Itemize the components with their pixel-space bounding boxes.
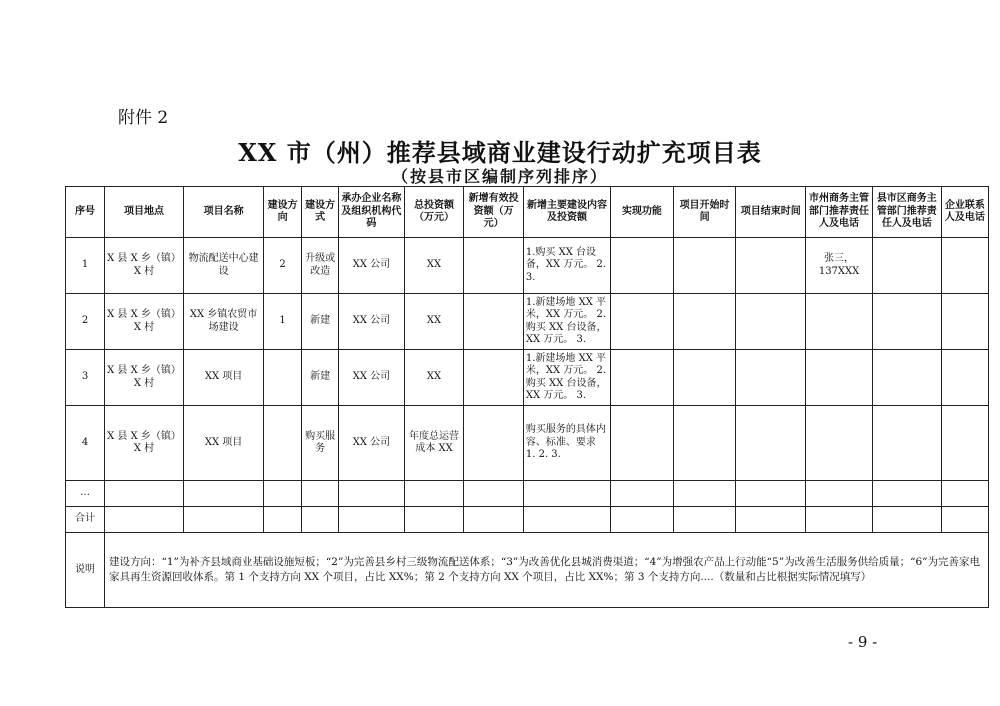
cell-method: 购买服务	[302, 406, 339, 481]
cell-county-contact	[872, 238, 941, 294]
cell-location: X 县 X 乡（镇）X 村	[105, 406, 184, 481]
header-cell: 新增有效投资额（万元）	[464, 187, 524, 238]
document-title: XX 市（州）推荐县域商业建设行动扩充项目表	[238, 138, 762, 167]
project-table	[65, 186, 989, 608]
cell-function	[611, 350, 674, 406]
cell-start	[673, 350, 736, 406]
cell-direction: 2	[264, 238, 302, 294]
header-cell: 项目结束时间	[736, 187, 806, 238]
header-cell: 序号	[66, 187, 105, 238]
header-cell: 建设方向	[264, 187, 302, 238]
table-row	[66, 350, 989, 406]
cell-end	[736, 406, 806, 481]
cell-company: XX 公司	[339, 350, 405, 406]
header-cell: 新增主要建设内容及投资额	[523, 187, 610, 238]
cell-content: 购买服务的具体内容、标准、要求 1. 2. 3.	[523, 406, 610, 481]
cell-company: XX 公司	[339, 406, 405, 481]
cell-company: XX 公司	[339, 238, 405, 294]
cell-corp-contact	[941, 294, 988, 350]
cell-city-contact	[806, 350, 873, 406]
cell-direction	[264, 350, 302, 406]
cell-new-invest	[464, 238, 524, 294]
document-subtitle: （按县市区编制序列排序）	[391, 167, 608, 186]
cell-function	[611, 238, 674, 294]
cell-start	[673, 406, 736, 481]
total-label: 合计	[66, 507, 105, 533]
cell-no: 2	[66, 294, 105, 350]
cell-location: X 县 X 乡（镇）X 村	[105, 294, 184, 350]
cell-end	[736, 294, 806, 350]
cell-function	[611, 294, 674, 350]
header-cell: 项目开始时间	[673, 187, 736, 238]
header-cell: 项目名称	[184, 187, 264, 238]
cell-total: 年度总运营成本 XX	[404, 406, 464, 481]
cell-content: 1.新建场地 XX 平米，XX 万元。 2.购买 XX 台设备，XX 万元。 3.	[523, 350, 610, 406]
cell-end	[736, 238, 806, 294]
cell-corp-contact	[941, 238, 988, 294]
note-row	[66, 533, 989, 608]
cell-no: 1	[66, 238, 105, 294]
cell-name: XX 乡镇农贸市场建设	[184, 294, 264, 350]
cell-location: X 县 X 乡（镇）X 村	[105, 238, 184, 294]
cell-company: XX 公司	[339, 294, 405, 350]
total-row	[66, 507, 989, 533]
cell-total: XX	[404, 238, 464, 294]
ellipsis-cell: …	[66, 481, 105, 507]
cell-function	[611, 406, 674, 481]
attachment-label: 附件 2	[118, 108, 169, 128]
cell-no: 3	[66, 350, 105, 406]
cell-end	[736, 350, 806, 406]
header-cell: 县市区商务主管部门推荐责任人及电话	[872, 187, 941, 238]
cell-content: 1.新建场地 XX 平米，XX 万元。 2.购买 XX 台设备，XX 万元。 3.	[523, 294, 610, 350]
cell-city-contact	[806, 406, 873, 481]
cell-name: 物流配送中心建设	[184, 238, 264, 294]
cell-county-contact	[872, 350, 941, 406]
header-cell: 承办企业名称及组织机构代码	[339, 187, 405, 238]
table-row	[66, 406, 989, 481]
cell-total: XX	[404, 350, 464, 406]
cell-corp-contact	[941, 350, 988, 406]
cell-new-invest	[464, 294, 524, 350]
cell-county-contact	[872, 406, 941, 481]
cell-no: 4	[66, 406, 105, 481]
cell-content: 1.购买 XX 台设备，XX 万元。 2. 3.	[523, 238, 610, 294]
header-cell: 总投资额（万元）	[404, 187, 464, 238]
cell-total: XX	[404, 294, 464, 350]
header-cell: 项目地点	[105, 187, 184, 238]
cell-method: 新建	[302, 350, 339, 406]
header-cell: 建设方式	[302, 187, 339, 238]
table-header-row	[66, 187, 989, 238]
cell-name: XX 项目	[184, 350, 264, 406]
header-cell: 实现功能	[611, 187, 674, 238]
cell-method: 新建	[302, 294, 339, 350]
cell-start	[673, 294, 736, 350]
header-cell: 企业联系人及电话	[941, 187, 988, 238]
cell-direction: 1	[264, 294, 302, 350]
cell-new-invest	[464, 350, 524, 406]
cell-city-contact: 张三，137XXX	[806, 238, 873, 294]
cell-method: 升级或改造	[302, 238, 339, 294]
table-row	[66, 294, 989, 350]
cell-start	[673, 238, 736, 294]
table-row	[66, 238, 989, 294]
cell-name: XX 项目	[184, 406, 264, 481]
note-text: 建设方向：“1”为补齐县域商业基础设施短板；“2”为完善县乡村三级物流配送体系；“3”为改善优化县城消费渠道；“4”为增强农产品上行动能“5”为改善生活服务供给质量；“6”为完善家电家具再生资源回收体系。第 1 个支持方向 XX 个项目，占比 XX%；第 2 个支持方向 XX 个项目，占比 XX%；第 3 个支持方向....（数量和占比根据实际情况填写）	[105, 533, 989, 608]
cell-new-invest	[464, 406, 524, 481]
header-cell: 市州商务主管部门推荐责任人及电话	[806, 187, 873, 238]
cell-county-contact	[872, 294, 941, 350]
cell-location: X 县 X 乡（镇）X 村	[105, 350, 184, 406]
cell-corp-contact	[941, 406, 988, 481]
cell-city-contact	[806, 294, 873, 350]
cell-direction	[264, 406, 302, 481]
page-number: - 9 -	[848, 633, 878, 651]
ellipsis-row	[66, 481, 989, 507]
note-label: 说明	[66, 533, 105, 608]
